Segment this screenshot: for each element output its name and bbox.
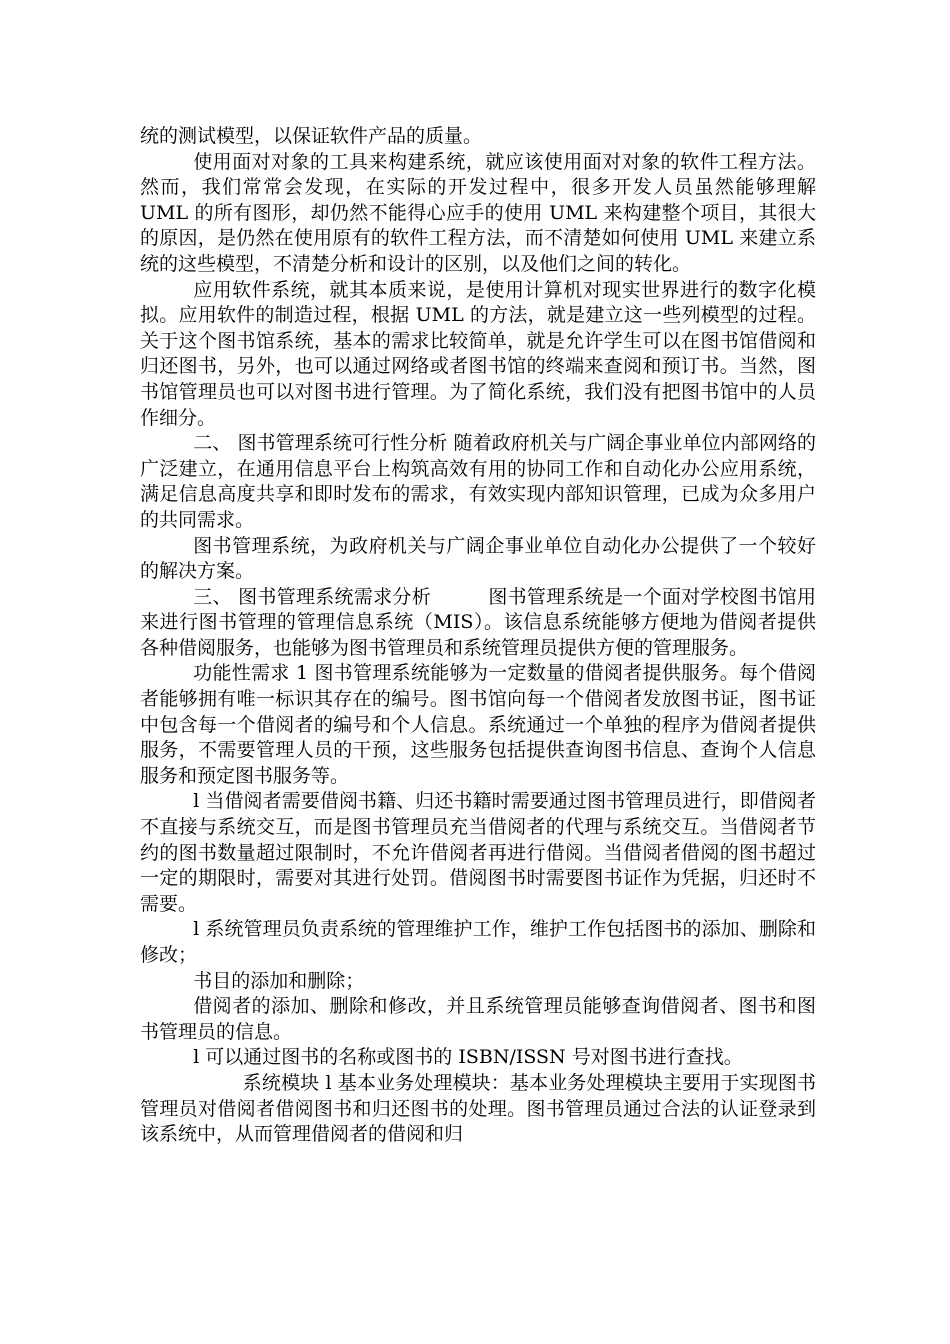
- paragraph: 图书管理系统，为政府机关与广阔企事业单位自动化办公提供了一个较好的解决方案。: [140, 534, 816, 583]
- paragraph-text: 图书管理系统是一个面对学校图书馆用来进行图书管理的管理信息系统（MIS）。该信息系统能够方便地为借阅者提供各种借阅服务，也能够为图书管理员和系统管理员提供方便的管理服务。: [140, 585, 816, 659]
- paragraph: 借阅者的添加、删除和修改，并且系统管理员能够查询借阅者、图书和图书管理员的信息。: [140, 995, 816, 1043]
- paragraph: 应用软件系统，就其本质来说，是使用计算机对现实世界进行的数字化模拟。应用软件的制造过程，根据 UML 的方法，就是建立这一些列模型的过程。关于这个图书馆系统，基本的需求比较简单，就是允许学生可以在图书馆借阅和归还图书，另外，也可以通过网络或者图书馆的终端来查阅和预订书。当然，图书馆管理员也可以对图书进行管理。为了简化系统，我们没有把图书馆中的人员作细分。: [140, 278, 816, 429]
- paragraph: 统的测试模型，以保证软件产品的质量。: [140, 125, 483, 147]
- paragraph-text: 系统模块 l 基本业务处理模块：基本业务处理模块主要用于实现图书管理员对借阅者借阅图书和归还图书的处理。图书管理员通过合法的认证登录到该系统中，从而管理借阅者的借阅和归: [140, 1071, 816, 1146]
- paragraph: [140, 585, 816, 662]
- paragraph: 书目的添加和删除；: [193, 969, 365, 992]
- paragraph: 功能性需求 1 图书管理系统能够为一定数量的借阅者提供服务。每个借阅者能够拥有唯一标识其存在的编号。图书馆向每一个借阅者发放图书证，图书证中包含每一个借阅者的编号和个人信息。系统通过一个单独的程序为借阅者提供服务，不需要管理人员的干预，这些服务包括提供查询图书信息、查询个人信息服务和预定图书服务等。: [140, 662, 816, 787]
- paragraph: 二、 图书管理系统可行性分析 随着政府机关与广阔企事业单位内部网络的广泛建立，在通用信息平台上构筑高效有用的协同工作和自动化办公应用系统，满足信息高度共享和即时发布的需求，有效实现内部知识管理，已成为众多用户的共同需求。: [140, 432, 816, 531]
- paragraph: l 可以通过图书的名称或图书的 ISBN/ISSN 号对图书进行查找。: [193, 1046, 743, 1069]
- paragraph: l 当借阅者需要借阅书籍、归还书籍时需要通过图书管理员进行，即借阅者不直接与系统交互，而是图书管理员充当借阅者的代理与系统交互。当借阅者节约的图书数量超过限制时，不允许借阅者再进行借阅。当借阅者借阅的图书超过一定的期限时，需要对其进行处罚。借阅图书时需要图书证作为凭据，归还时不需要。: [140, 790, 816, 915]
- document-page: [140, 124, 816, 1148]
- paragraph: 使用面对对象的工具来构建系统，就应该使用面对对象的软件工程方法。然而，我们常常会发现，在实际的开发过程中，很多开发人员虽然能够理解 UML 的所有图形，却仍然不能得心应手的使用 UML 来构建整个项目，其很大的原因，是仍然在使用原有的软件工程方法，而不清楚如何使用 UML 来建立系统的这些模型，不清楚分析和设计的区别，以及他们之间的转化。: [140, 150, 816, 275]
- section-heading: 三、 图书管理系统需求分析: [193, 585, 432, 608]
- paragraph: l 系统管理员负责系统的管理维护工作，维护工作包括图书的添加、删除和修改；: [140, 918, 816, 966]
- paragraph: [140, 1071, 816, 1148]
